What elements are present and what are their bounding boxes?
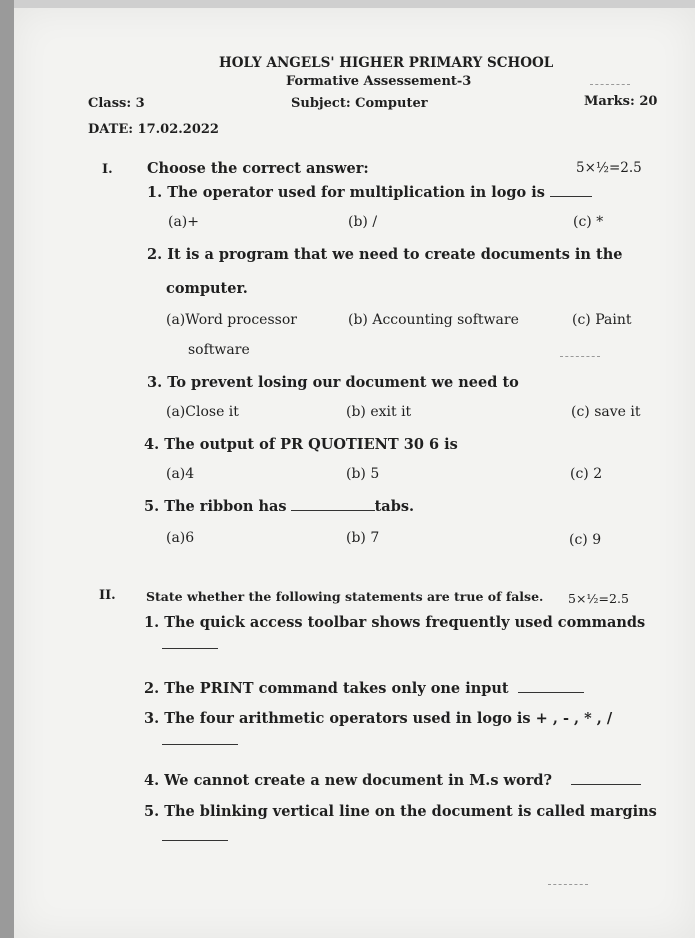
answer-blank-1[interactable] bbox=[162, 648, 218, 649]
q3-option-a: (a)Close it bbox=[166, 404, 239, 420]
answer-blank-3[interactable] bbox=[162, 744, 238, 745]
section1-number: I. bbox=[102, 162, 113, 177]
subject-label: Subject: Computer bbox=[291, 96, 428, 111]
marks-label: Marks: 20 bbox=[584, 94, 658, 109]
q1-option-b: (b) / bbox=[348, 214, 378, 230]
statement-5: 5. The blinking vertical line on the document is called margins bbox=[144, 803, 657, 820]
q3-option-c: (c) save it bbox=[571, 404, 641, 420]
answer-blank-5[interactable] bbox=[162, 840, 228, 841]
q1-option-c: (c) * bbox=[573, 214, 604, 230]
q5-option-c: (c) 9 bbox=[569, 532, 602, 548]
question-2: 2. It is a program that we need to create documents in the bbox=[147, 246, 623, 263]
question-3: 3. To prevent losing our document we need to bbox=[147, 374, 519, 391]
class-label: Class: 3 bbox=[88, 96, 145, 111]
date-label: DATE: 17.02.2022 bbox=[88, 122, 219, 137]
section2-title: State whether the following statements are true of false. bbox=[146, 589, 544, 604]
section2-marks: 5×½=2.5 bbox=[568, 591, 629, 606]
q2-option-c-cont: software bbox=[188, 342, 250, 358]
answer-blank-2[interactable] bbox=[518, 692, 584, 693]
statement-3: 3. The four arithmetic operators used in logo is + , - , * , / bbox=[144, 710, 613, 727]
question-1: 1. The operator used for multiplication in logo is bbox=[147, 184, 592, 201]
question-4: 4. The output of PR QUOTIENT 30 6 is bbox=[144, 436, 458, 453]
q2-option-b: (b) Accounting software bbox=[348, 312, 519, 328]
statement-1: 1. The quick access toolbar shows frequently used commands bbox=[144, 614, 646, 631]
page-shadow bbox=[0, 0, 14, 938]
margin-dash bbox=[548, 884, 588, 885]
q3-option-b: (b) exit it bbox=[346, 404, 412, 420]
question-2-cont: computer. bbox=[166, 280, 248, 297]
statement-2: 2. The PRINT command takes only one input bbox=[144, 680, 584, 697]
section1-marks: 5×½=2.5 bbox=[576, 160, 642, 176]
q4-option-c: (c) 2 bbox=[570, 466, 603, 482]
exam-title: Formative Assessement-3 bbox=[286, 74, 472, 89]
q4-option-b: (b) 5 bbox=[346, 466, 380, 482]
school-name: HOLY ANGELS' HIGHER PRIMARY SCHOOL bbox=[219, 55, 554, 71]
q2-option-c: (c) Paint bbox=[572, 312, 632, 328]
q5-option-b: (b) 7 bbox=[346, 530, 380, 546]
q2-option-a: (a)Word processor bbox=[166, 312, 297, 328]
margin-dash bbox=[560, 356, 600, 357]
q4-option-a: (a)4 bbox=[166, 466, 195, 482]
margin-dash bbox=[590, 84, 630, 85]
statement-4: 4. We cannot create a new document in M.s word? bbox=[144, 772, 641, 789]
question-5: 5. The ribbon has tabs. bbox=[144, 498, 415, 515]
answer-blank-4[interactable] bbox=[571, 784, 641, 785]
q5-option-a: (a)6 bbox=[166, 530, 195, 546]
q1-option-a: (a)+ bbox=[168, 214, 200, 230]
section1-title: Choose the correct answer: bbox=[147, 160, 369, 177]
section2-number: II. bbox=[99, 588, 116, 603]
